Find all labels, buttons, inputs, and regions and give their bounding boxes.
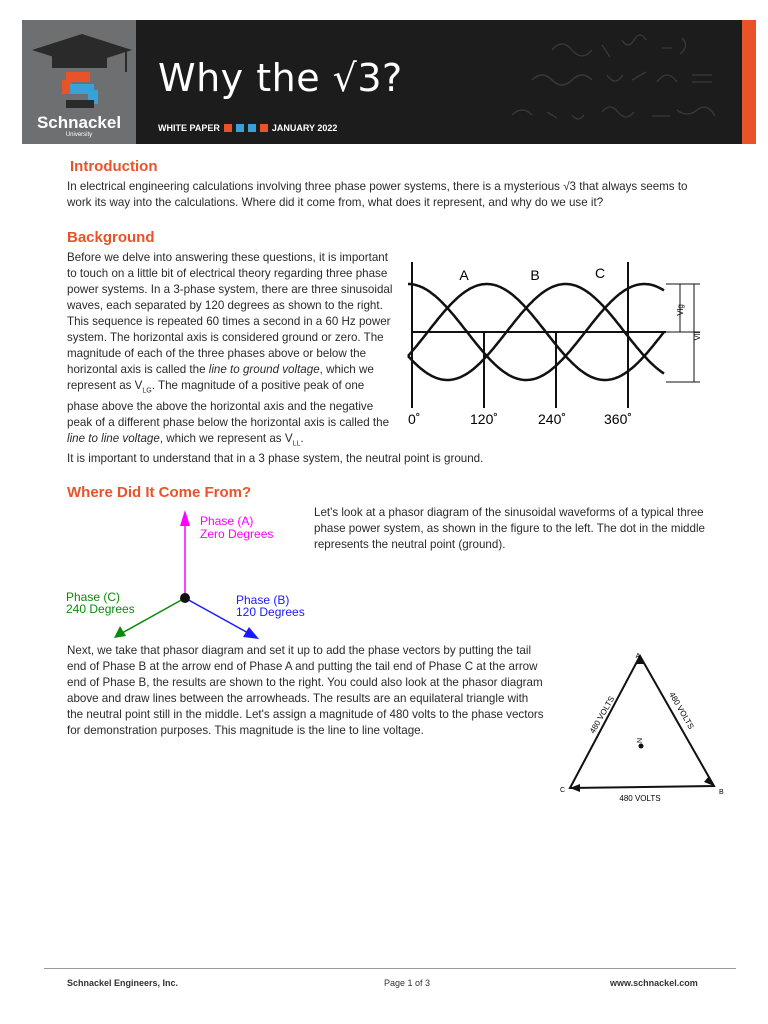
term-line-to-ground: line to ground voltage xyxy=(208,363,320,376)
phase-c-name: Phase (C) xyxy=(66,590,121,604)
chalkboard-equations-graphic xyxy=(492,20,732,144)
phase-b-label: B xyxy=(530,267,540,283)
three-phase-waveform-diagram xyxy=(404,258,726,430)
phasor-diagram xyxy=(60,506,320,646)
doc-meta xyxy=(158,123,337,133)
where-heading: Where Did It Come From? xyxy=(67,484,252,501)
neutral-dot xyxy=(180,593,190,603)
side-ab-label: 480 VOLTS xyxy=(667,690,696,731)
vll-subscript: LL xyxy=(292,440,301,448)
degree-0-label: 0˚ xyxy=(408,411,421,427)
side-bc-label: 480 VOLTS xyxy=(619,794,661,803)
intro-heading: Introduction xyxy=(70,158,158,175)
logo xyxy=(22,20,136,144)
phasor-paragraph: Let's look at a phasor diagram of the sinusoidal waveforms of a typical three phase power system, as shown in the figure to the left. The dot in the middle represents the neutral point (ground). xyxy=(314,506,705,551)
side-ca-label: 480 VOLTS xyxy=(587,694,617,735)
phase-b-arrowhead xyxy=(243,627,259,639)
graduation-cap-s-logo-icon xyxy=(22,20,136,115)
degree-120-label: 120˚ xyxy=(470,411,499,427)
intro-paragraph: In electrical engineering calculations involving three phase power systems, there is a mysterious √3 that always seems to work its way into the calculations. Where did it come from, what does it represent, and why do we use it? xyxy=(67,180,688,209)
bg-text-4: , which we represent as V xyxy=(159,432,293,446)
vertex-b-label: B xyxy=(719,789,724,796)
triangle-paragraph: Next, we take that phasor diagram and set it up to add the phase vectors by putting the tail end of Phase B at the arrow end of Phase A and putting the tail end of Phase C at the arrow end of Phase B, the results are shown to the right. You could also look at the phasor diagram above and draw lines between the arrowheads. The results are an equilateral triangle with the neutral point still in the middle. Let's assign a magnitude of 480 volts to the phase vectors for demonstration purposes. This magnitude is the line to line voltage. xyxy=(67,644,544,737)
neutral-label: N xyxy=(637,737,644,743)
phase-b-name: Phase (B) xyxy=(236,593,290,607)
footer-rule xyxy=(44,968,736,969)
background-heading: Background xyxy=(67,229,155,246)
accent-strip xyxy=(742,20,756,144)
vll-label: Vll xyxy=(693,331,702,341)
phase-a-name: Phase (A) xyxy=(200,514,254,528)
vertex-c-label: C xyxy=(560,787,566,794)
footer-page: Page 1 of 3 xyxy=(384,978,431,988)
accent-square xyxy=(248,124,256,132)
page-title: Why the √3? xyxy=(158,56,403,100)
phase-a-label: A xyxy=(459,267,469,283)
bg-text-2: , which we represent as V xyxy=(67,363,374,392)
accent-square xyxy=(236,124,244,132)
logo-name: Schnackel xyxy=(36,113,122,132)
vertex-b-arrow xyxy=(704,776,714,786)
background-paragraph xyxy=(67,250,395,453)
doc-type: WHITE PAPER xyxy=(158,123,220,133)
term-line-to-line: line to line voltage xyxy=(67,432,160,446)
bg-text-1: Before we delve into answering these questions, it is important to touch on a little bit of electrical theory regarding three phase power systems. In a 3-phase system, there are three sinusoidal waves, each separated by 120 degrees as shown to the right. This sequence is repeated 60 times a second in a 60 Hz power system. The horizontal axis is considered ground or zero. The magnitude of each of the three phases above or below the horizontal axis is called the xyxy=(67,251,393,376)
equilateral-triangle-diagram xyxy=(556,646,732,808)
footer-company: Schnackel Engineers, Inc. xyxy=(67,978,179,988)
accent-square xyxy=(260,124,268,132)
doc-date: JANUARY 2022 xyxy=(271,123,338,133)
vlg-label: Vlg xyxy=(676,304,685,316)
phase-c-label: C xyxy=(594,265,606,281)
neutral-point xyxy=(639,744,644,749)
logo-subtitle: University xyxy=(65,132,93,138)
vlg-subscript: LG xyxy=(142,387,152,395)
phase-c-degrees: 240 Degrees xyxy=(66,602,135,616)
degree-240-label: 240˚ xyxy=(538,411,567,427)
phase-b-degrees: 120 Degrees xyxy=(236,605,305,619)
neutral-ground-paragraph: It is important to understand that in a 3 phase system, the neutral point is ground. xyxy=(67,452,484,465)
footer-url: www.schnackel.com xyxy=(610,978,698,988)
phase-a-arrowhead xyxy=(180,510,190,526)
vertex-a-label: A xyxy=(635,653,641,660)
phase-a-degrees: Zero Degrees xyxy=(200,527,274,541)
degree-360-label: 360˚ xyxy=(604,411,633,427)
accent-square xyxy=(224,124,232,132)
bg-text-3: . The magnitude of a positive peak of one phase above the above the horizontal axis and the negative peak of a different phase below the horizontal axis is called the xyxy=(67,379,390,430)
bg-text-5: . xyxy=(300,432,304,446)
